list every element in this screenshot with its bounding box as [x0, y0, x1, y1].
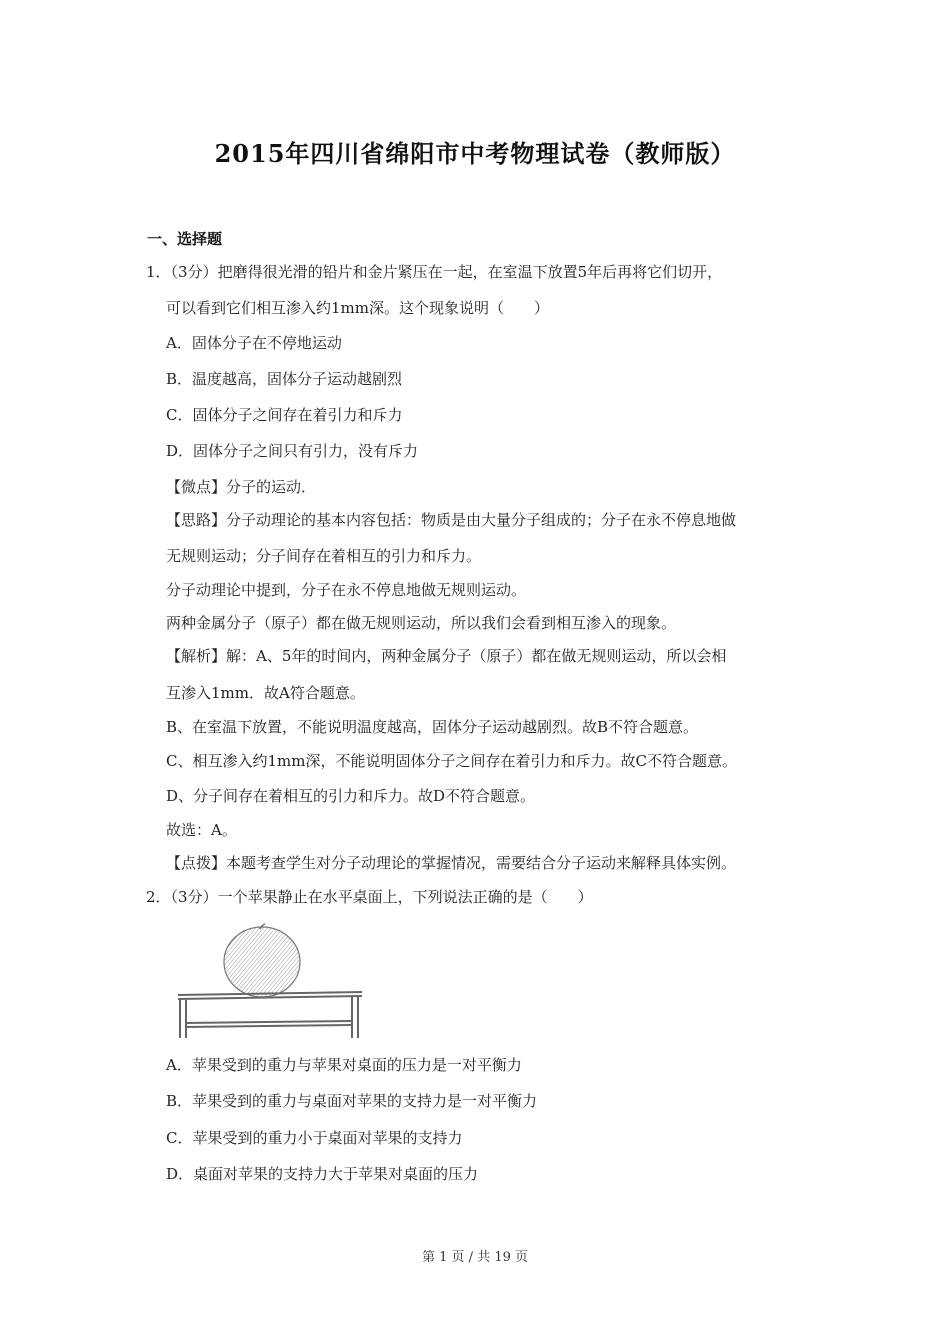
silu-line-3: 分子动理论中提到，分子在永不停息地做无规则运动。	[166, 581, 527, 599]
page-footer: 第 1 页 / 共 19 页	[422, 1250, 528, 1265]
question-text: （3分）一个苹果静止在水平桌面上，下列说法正确的是（ ）	[170, 888, 593, 906]
question-2-option-c: C．苹果受到的重力小于桌面对苹果的支持力	[166, 1129, 463, 1147]
question-2-option-b: B．苹果受到的重力与桌面对苹果的支持力是一对平衡力	[166, 1092, 538, 1110]
silu-line-2: 无规则运动；分子间存在着相互的引力和斥力。	[166, 547, 482, 565]
weidian-text: 【微点】分子的运动．	[166, 478, 317, 496]
silu-line-4: 两种金属分子（原子）都在做无规则运动，所以我们会看到相互渗入的现象。	[166, 614, 677, 632]
apple-icon	[224, 924, 300, 997]
table-icon	[178, 992, 362, 1038]
question-number: 2．	[146, 888, 171, 906]
question-number: 1．	[146, 263, 171, 281]
jiexi-line-4: C、相互渗入约1mm深，不能说明固体分子之间存在着引力和斥力。故C不符合题意。	[166, 752, 737, 770]
question-2-option-d: D．桌面对苹果的支持力大于苹果对桌面的压力	[166, 1165, 479, 1183]
jiexi-line-3: B、在室温下放置，不能说明温度越高，固体分子运动越剧烈。故B不符合题意。	[166, 718, 699, 736]
question-1-option-a: A．固体分子在不停地运动	[166, 334, 342, 352]
question-1-stem-line-1	[146, 262, 722, 282]
silu-line-1: 【思路】分子动理论的基本内容包括：物质是由大量分子组成的；分子在永不停息地做	[166, 511, 737, 529]
question-2-stem	[146, 887, 593, 907]
question-1-option-d: D．固体分子之间只有引力，没有斥力	[166, 442, 419, 460]
page-title: 2015年四川省绵阳市中考物理试卷（教师版）	[214, 139, 736, 168]
question-text: （3分）把磨得很光滑的铅片和金片紧压在一起，在室温下放置5年后再将它们切开，	[170, 263, 723, 281]
answer-text: 故选：A。	[166, 821, 237, 839]
question-2-option-a: A．苹果受到的重力与苹果对桌面的压力是一对平衡力	[166, 1056, 522, 1074]
jiexi-line-5: D、分子间存在着相互的引力和斥力。故D不符合题意。	[166, 787, 536, 805]
jiexi-line-2: 互渗入1mm．故A符合题意。	[166, 684, 365, 702]
dianbo-text: 【点拨】本题考查学生对分子动理论的掌握情况，需要结合分子运动来解释具体实例。	[166, 854, 737, 872]
apple-on-table-figure	[172, 920, 372, 1042]
section-heading: 一、选择题	[147, 230, 223, 248]
jiexi-line-1: 【解析】解：A、5年的时间内，两种金属分子（原子）都在做无规则运动，所以会相	[166, 647, 727, 665]
question-1-stem-line-2: 可以看到它们相互渗入约1mm深。这个现象说明（ ）	[166, 299, 549, 317]
question-1-option-b: B．温度越高，固体分子运动越剧烈	[166, 370, 403, 388]
question-1-option-c: C．固体分子之间存在着引力和斥力	[166, 406, 403, 424]
